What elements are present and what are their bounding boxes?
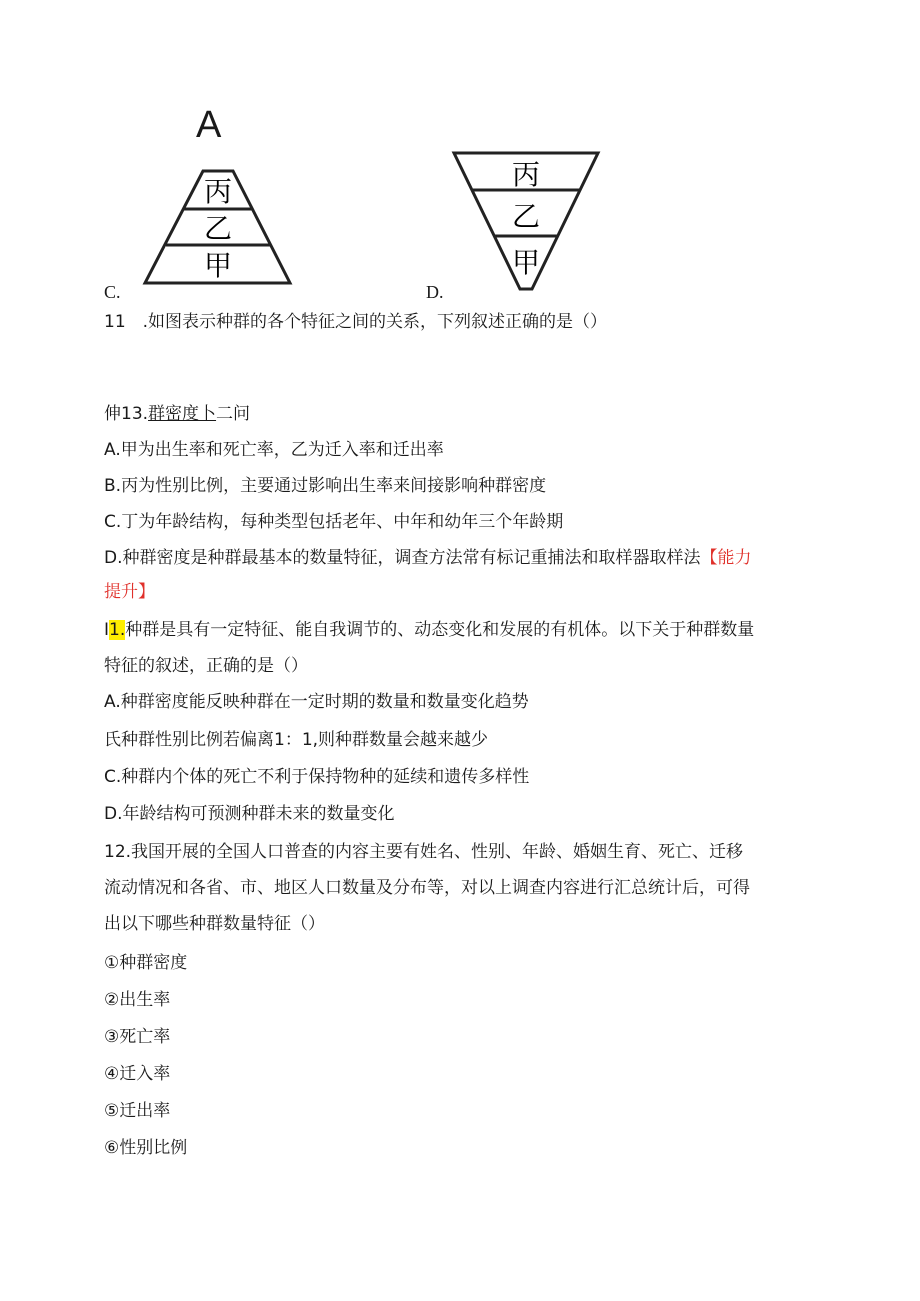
level-label: 乙 (511, 200, 541, 233)
q1-option-c: C.种群内个体的死亡不利于保持物种的延续和遗传多样性 (104, 767, 530, 787)
q1-stem-line2: 特征的叙述，正确的是（） (104, 656, 308, 676)
q1-stem-line1 (104, 618, 754, 642)
inverted-pyramid-diagram-d (450, 148, 604, 294)
section-tag-continued: 提升】 (104, 582, 155, 602)
level-label: 甲 (203, 249, 233, 282)
q1-option-b: 氏种群性别比例若偏离1：1,则种群数量会越来越少 (104, 730, 489, 750)
q12-item: ⑤迁出率 (104, 1101, 171, 1121)
option-d-label: D. (426, 282, 444, 302)
fragment-prefix: 伸13. (104, 404, 149, 424)
section-tag: 【能力 (700, 548, 752, 568)
q11-fragment (104, 402, 250, 426)
fragment-suffix: 二问 (216, 404, 251, 424)
q12-item: ⑥性别比例 (104, 1138, 188, 1158)
q11-option-b: B.丙为性别比例，主要通过影响出生率来间接影响种群密度 (104, 476, 547, 496)
level-label: 甲 (511, 246, 541, 279)
q1-option-a: A.种群密度能反映种群在一定时期的数量和数量变化趋势 (104, 692, 529, 712)
q12-item: ③死亡率 (104, 1027, 171, 1047)
q11-option-d (104, 546, 752, 570)
q12-item: ①种群密度 (104, 953, 188, 973)
q12-stem-line1: 12.我国开展的全国人口普查的内容主要有姓名、性别、年龄、婚姻生育、死亡、迁移 (104, 842, 744, 862)
q1-prefix: I (104, 620, 110, 640)
option-d-text: D.种群密度是种群最基本的数量特征，调查方法常有标记重捕法和取样器取样法 (104, 548, 701, 568)
q11-option-c: C.丁为年龄结构，每种类型包括老年、中年和幼年三个年龄期 (104, 512, 564, 532)
level-label: 丙 (511, 158, 541, 191)
q11-option-a: A.甲为出生率和死亡率，乙为迁入率和迁出率 (104, 440, 444, 460)
q1-option-d: D.年龄结构可预测种群未来的数量变化 (104, 804, 395, 824)
q12-stem-line3: 出以下哪些种群数量特征（） (104, 914, 325, 934)
fragment-underlined: 群密度卜 (148, 404, 217, 424)
q12-stem-line2: 流动情况和各省、市、地区人口数量及分布等，对以上调查内容进行汇总统计后，可得 (104, 878, 750, 898)
q1-number-highlight: 1. (109, 620, 126, 640)
figure-letter-a: A (196, 104, 222, 146)
level-label: 丙 (203, 175, 233, 208)
q12-item: ②出生率 (104, 990, 171, 1010)
option-c-label: C. (104, 282, 121, 302)
q1-stem-text: 种群是具有一定特征、能自我调节的、动态变化和发展的有机体。以下关于种群数量 (125, 620, 755, 640)
q12-item: ④迁入率 (104, 1064, 171, 1084)
pyramid-diagram-c (138, 165, 298, 287)
q11-stem: 11 .如图表示种群的各个特征之间的关系，下列叙述正确的是（） (104, 312, 608, 332)
level-label: 乙 (203, 212, 233, 245)
